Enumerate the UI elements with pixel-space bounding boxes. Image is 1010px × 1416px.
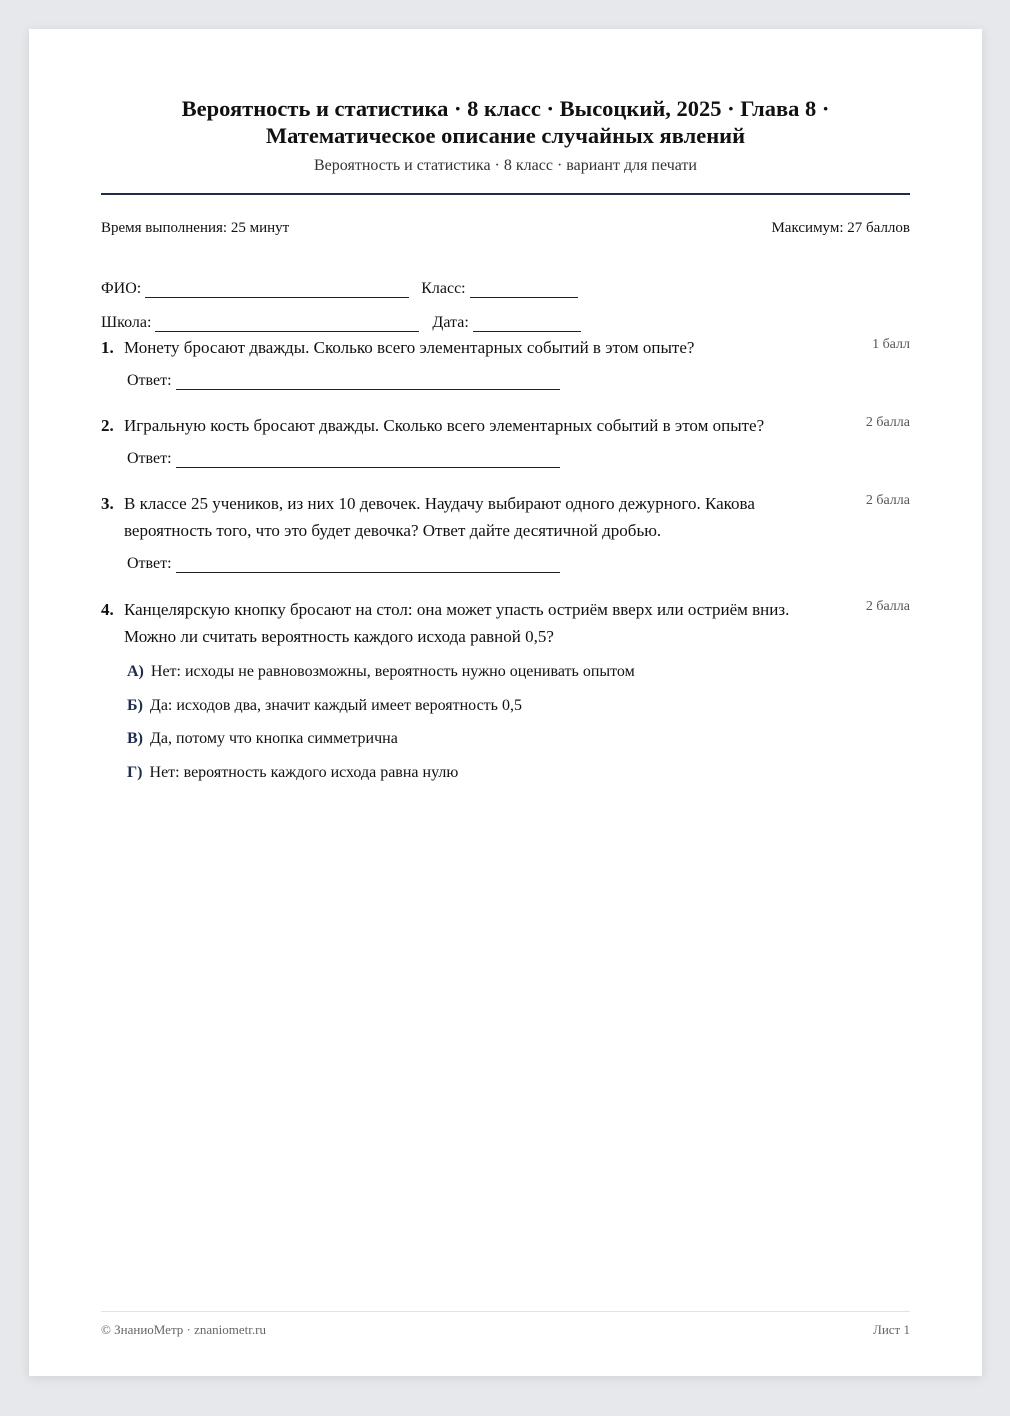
option-g[interactable] bbox=[127, 763, 458, 783]
option-b[interactable] bbox=[127, 696, 522, 716]
class-field[interactable] bbox=[470, 283, 578, 298]
option-text: Да: исходов два, значит каждый имеет вероятность 0,5 bbox=[149, 697, 522, 714]
option-letter: Г) bbox=[127, 764, 143, 781]
footer bbox=[101, 1322, 910, 1338]
answer-label: Ответ: bbox=[127, 450, 172, 467]
answer-label: Ответ: bbox=[127, 555, 172, 572]
question-points: 2 балла bbox=[865, 599, 910, 614]
option-text: Нет: вероятность каждого исхода равна нулю bbox=[149, 764, 459, 781]
fio-class-row bbox=[101, 280, 578, 298]
page-content bbox=[101, 29, 910, 1376]
page-subtitle: Вероятность и статистика · 8 класс · вариант для печати bbox=[314, 157, 697, 174]
option-text: Да, потому что кнопка симметрична bbox=[150, 730, 398, 747]
question-text: Канцелярскую кнопку бросают на стол: она может упасть остриём вверх или остриём вниз. Можно ли считать вероятность каждого исхода равной 0,5? bbox=[124, 600, 790, 646]
max-score: Максимум: 27 баллов bbox=[771, 220, 910, 236]
meta-row bbox=[101, 220, 910, 237]
answer-row bbox=[127, 555, 560, 573]
option-letter: В) bbox=[127, 730, 143, 747]
header-divider bbox=[101, 193, 910, 195]
option-letter: А) bbox=[127, 663, 144, 680]
option-text: Нет: исходы не равновозможны, вероятность нужно оценивать опытом bbox=[150, 663, 635, 680]
page-title: Вероятность и статистика · 8 класс · Высоцкий, 2025 · Глава 8 · Математическое описание случайных явлений bbox=[181, 96, 830, 148]
answer-field[interactable] bbox=[176, 375, 560, 390]
school-label: Школа: bbox=[101, 314, 152, 331]
question-points: 2 балла bbox=[865, 415, 910, 430]
school-field[interactable] bbox=[155, 317, 419, 332]
footer-divider bbox=[101, 1311, 910, 1312]
time-limit: Время выполнения: 25 минут bbox=[101, 220, 290, 236]
class-label: Класс: bbox=[421, 280, 466, 297]
fio-field[interactable] bbox=[145, 283, 409, 298]
question-text: Монету бросают дважды. Сколько всего элементарных событий в этом опыте? bbox=[124, 338, 695, 357]
question-number: 2. bbox=[101, 416, 114, 435]
answer-label: Ответ: bbox=[127, 372, 172, 389]
answer-field[interactable] bbox=[176, 558, 560, 573]
question-number: 3. bbox=[101, 494, 114, 513]
question-text: В классе 25 учеников, из них 10 девочек. Наудачу выбирают одного дежурного. Какова вероятность того, что это будет девочка? Ответ дайте десятичной дробью. bbox=[124, 494, 755, 540]
footer-page-number: Лист 1 bbox=[873, 1322, 910, 1337]
option-letter: Б) bbox=[127, 697, 143, 714]
question-points: 2 балла bbox=[865, 493, 910, 508]
footer-copyright: © ЗнаниоМетр · znaniometr.ru bbox=[101, 1322, 266, 1337]
question-number: 1. bbox=[101, 338, 114, 357]
page-sheet bbox=[29, 29, 982, 1376]
option-a[interactable] bbox=[127, 662, 635, 682]
answer-row bbox=[127, 372, 560, 390]
date-label: Дата: bbox=[432, 314, 469, 331]
question-text: Игральную кость бросают дважды. Сколько всего элементарных событий в этом опыте? bbox=[124, 416, 765, 435]
fio-label: ФИО: bbox=[101, 280, 142, 297]
school-date-row bbox=[101, 314, 581, 332]
option-v[interactable] bbox=[127, 729, 398, 749]
answer-row bbox=[127, 450, 560, 468]
question-number: 4. bbox=[101, 600, 114, 619]
question-points: 1 балл bbox=[872, 337, 910, 352]
answer-field[interactable] bbox=[176, 453, 560, 468]
date-field[interactable] bbox=[473, 317, 581, 332]
